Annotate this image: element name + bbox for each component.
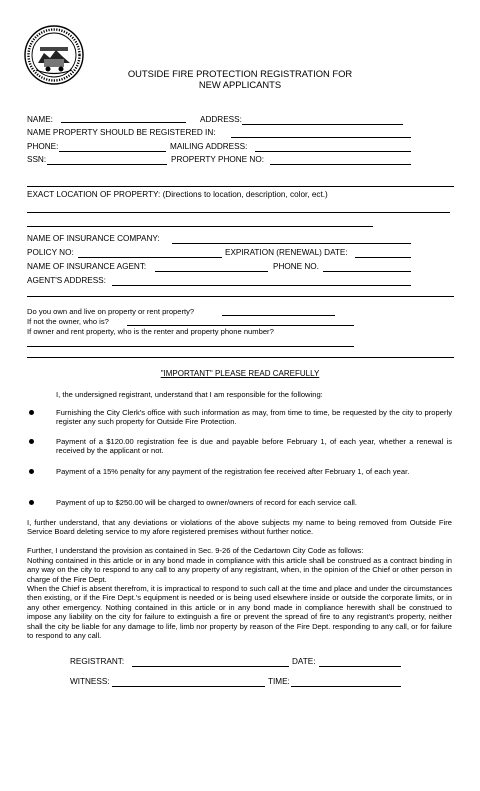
agent-phone-field[interactable] [323,271,411,272]
insurance-company-field[interactable] [172,243,411,244]
section-divider [27,357,454,358]
policy-no-label: POLICY NO: [27,248,74,257]
address-label: ADDRESS: [200,115,242,124]
renter-field[interactable] [27,346,354,347]
term-item: Payment of a 15% penalty for any payment of the registration fee received after February 1, of each year. [56,467,410,476]
expiration-label: EXPIRATION (RENEWAL) DATE: [225,248,348,257]
phone-label: PHONE: [27,142,59,151]
form-title-line2: NEW APPLICANTS [198,79,282,90]
time-label: TIME: [268,677,290,686]
terms-intro: I, the undersigned registrant, understand that I am responsible for the following: [56,390,323,399]
property-name-label: NAME PROPERTY SHOULD BE REGISTERED IN: [27,128,216,137]
location-field-line2[interactable] [27,226,373,227]
property-name-field[interactable] [231,137,411,138]
agent-phone-label: PHONE NO. [273,262,319,271]
further-understanding-paragraph: I, further understand, that any deviations or violations of the above subjects my name to being removed from Outside Fire Service Board deleting service to my afore registered premises without further notice. [27,518,452,537]
city-code-clause1: Nothing contained in this article or in any bond made in compliance with this article shall be construed as a contract binding in any way on the city to respond to any call to any property of any registrant, when, in the opinion of the Chief or other person in charge of the Fire Dept. [27,556,452,584]
insurance-agent-field[interactable] [155,271,268,272]
expiration-field[interactable] [355,257,411,258]
owner-question: If not the owner, who is? [27,317,109,326]
property-phone-label: PROPERTY PHONE NO: [171,155,264,164]
city-code-clause2: When the Chief is absent therefrom, it is impractical to respond to such call at the time and place and under the circumstances then existing, or if the Fire Dept.'s equipment is needed or is being used elsewhere inside or outside the corporate limits, or in any other emergency. Nothing contained in this article or in any bond made in compliance herewith shall be construed to impose any liability on the city for failure to extinguish a fire or prevent the spread of fire to any registrant's property, neither shall the city be liable for any damage to life, limb nor property by reason of the Fire Dept. responding to any call, or for failure to respond to any call. [27,584,452,641]
mailing-address-label: MAILING ADDRESS: [170,142,248,151]
bullet-icon [29,469,34,474]
term-item: Payment of a $120.00 registration fee is due and payable before February 1, of each year, whether a renewal is received by the applicant or not. [56,437,452,456]
bullet-icon [29,410,34,415]
mailing-address-field[interactable] [255,151,411,152]
date-field[interactable] [319,666,401,667]
own-or-rent-question: Do you own and live on property or rent property? [27,307,195,316]
agent-address-field[interactable] [112,285,411,286]
name-field[interactable] [61,122,186,123]
section-divider [27,296,454,297]
important-heading-text: "IMPORTANT" PLEASE READ CAREFULLY [160,369,320,378]
registrant-label: REGISTRANT: [70,657,125,666]
important-heading [0,369,480,378]
property-phone-field[interactable] [270,164,411,165]
ssn-label: SSN: [27,155,47,164]
address-field[interactable] [242,124,403,125]
registrant-signature-field[interactable] [132,666,289,667]
witness-signature-field[interactable] [112,686,265,687]
phone-field[interactable] [59,151,166,152]
insurance-company-label: NAME OF INSURANCE COMPANY: [27,234,160,243]
location-label: EXACT LOCATION OF PROPERTY: (Directions to location, description, color, ect.) [27,190,328,199]
term-item: Payment of up to $250.00 will be charged to owner/owners of record for each service call. [56,498,357,507]
renter-question: If owner and rent property, who is the renter and property phone number? [27,327,274,336]
insurance-agent-label: NAME OF INSURANCE AGENT: [27,262,147,271]
name-label: NAME: [27,115,53,124]
section-divider [27,186,454,187]
time-field[interactable] [291,686,401,687]
form-title-line1: OUTSIDE FIRE PROTECTION REGISTRATION FOR [127,68,353,79]
location-field-line1[interactable] [27,212,450,213]
policy-no-field[interactable] [78,257,222,258]
term-item: Furnishing the City Clerk's office with such information as may, from time to time, be requested by the city to properly register any such property for Outside Fire Protection. [56,408,452,427]
witness-label: WITNESS: [70,677,110,686]
date-label: DATE: [292,657,316,666]
city-code-intro: Further, I understand the provision as contained in Sec. 9-26 of the Cedartown City Code as follows: [27,546,364,555]
bullet-icon [29,439,34,444]
own-or-rent-field[interactable] [222,315,335,316]
owner-field[interactable] [127,325,354,326]
ssn-field[interactable] [47,164,167,165]
bullet-icon [29,500,34,505]
agent-address-label: AGENT'S ADDRESS: [27,276,106,285]
